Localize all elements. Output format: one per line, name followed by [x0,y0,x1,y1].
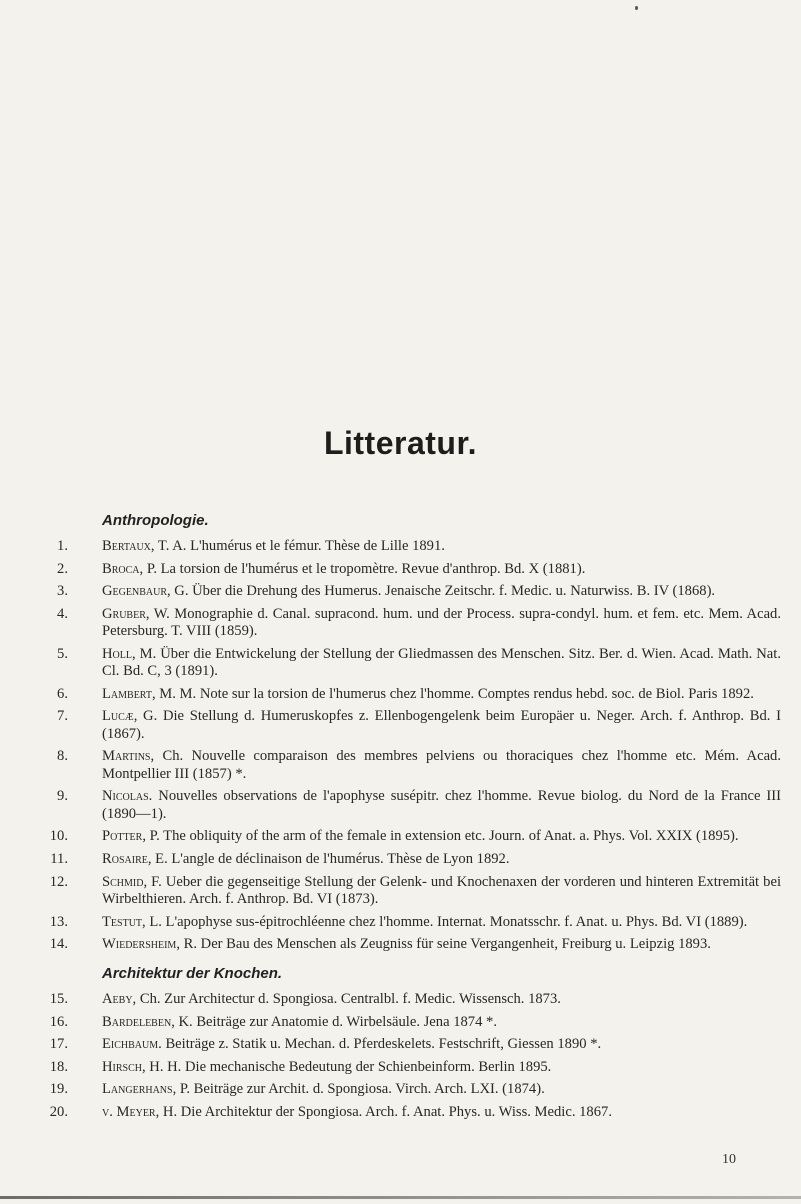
reference-number: 20. [49,1103,68,1120]
reference-text [102,561,781,578]
reference-author: Lucæ [102,708,134,725]
reference-number: 6. [57,685,68,702]
reference-number: 9. [57,788,68,805]
reference-entry [0,788,801,823]
page-title: Litteratur. [323,425,478,461]
section-heading-anthropologie: Anthropologie. [102,512,209,529]
reference-text [102,1104,781,1121]
reference-citation: , Ch. Zur Architectur d. Spongiosa. Centralbl. f. Medic. Wissensch. 1873. [132,991,561,1007]
reference-number: 11. [50,850,68,867]
reference-number: 3. [57,583,68,600]
reference-author: Nicolas [102,788,149,805]
reference-entry [0,1036,801,1053]
reference-number: 2. [57,560,68,577]
reference-citation: , T. A. L'humérus et le fémur. Thèse de Lille 1891. [150,538,445,554]
reference-citation: , P. Beiträge zur Archit. d. Spongiosa. Virch. Arch. LXI. (1874). [172,1081,545,1098]
reference-text [102,1036,781,1053]
reference-text [102,874,781,909]
reference-number: 17. [49,1036,68,1053]
reference-author: Aeby [102,991,133,1007]
reference-citation: , R. Der Bau des Menschen als Zeugniss für seine Vergangenheit, Freiburg u. Leipzig 1893. [176,936,711,953]
reference-entry [0,708,801,743]
reference-text [102,583,781,600]
reference-citation: , H. H. Die mechanische Bedeutung der Schienbeinform. Berlin 1895. [142,1058,552,1075]
reference-author: Langerhans [102,1081,173,1098]
reference-entry [0,646,801,681]
reference-citation: . Nouvelles observations de l'apophyse susépitr. chez l'homme. Revue biolog. du Nord de la France III (1890—1). [102,788,781,822]
reference-text [102,708,781,743]
reference-author: Bertaux [102,538,151,554]
ink-speck [635,6,638,10]
reference-entry [0,1014,801,1031]
reference-number: 18. [49,1058,68,1075]
reference-entry [0,874,801,909]
reference-citation: , G. Über die Drehung des Humerus. Jenaische Zeitschr. f. Medic. u. Naturwiss. B. IV (1868). [166,583,716,600]
reference-citation: , P. The obliquity of the arm of the female in extension etc. Journ. of Anat. a. Phys. Vol. XXIX (1895). [142,828,739,845]
reference-citation: , L. L'apophyse sus-épitrochléenne chez l'homme. Internat. Monatsschr. f. Anat. u. Phys. Bd. VI (1889). [142,913,748,930]
reference-author: Gegenbaur [102,583,167,600]
reference-text [102,686,781,703]
reference-text [102,828,781,845]
reference-number: 8. [57,748,68,765]
reference-entry [0,606,801,641]
reference-number: 14. [49,936,68,953]
page-number: 10 [722,1152,736,1167]
reference-author: Testut [102,913,143,930]
reference-author: Lambert [102,685,152,702]
reference-author: Martins [102,748,151,765]
reference-author: Holl [102,645,132,662]
reference-citation: , F. Ueber die gegenseitige Stellung der Gelenk- und Knochenaxen der vorderen und hinteren Extremität bei Wirbelthieren. Arch. f. Anthrop. Bd. VI (1873). [102,873,781,907]
reference-entry [0,538,801,555]
reference-number: 12. [49,873,68,890]
reference-number: 4. [57,605,68,622]
reference-number: 7. [57,708,68,725]
reference-text [102,538,781,555]
reference-citation: , M. M. Note sur la torsion de l'humerus chez l'homme. Comptes rendus hebd. soc. de Biol. Paris 1892. [151,685,754,702]
reference-entry [0,583,801,600]
reference-entry [0,828,801,845]
reference-text [102,914,781,931]
reference-entry [0,991,801,1008]
reference-entry [0,1081,801,1098]
reference-author: Schmid [102,873,144,890]
reference-text [102,936,781,953]
reference-author: Bardeleben [102,1013,172,1030]
reference-entry [0,914,801,931]
reference-author: Wiedersheim [102,936,177,953]
reference-entry [0,936,801,953]
reference-number: 10. [49,828,68,845]
reference-citation: , Ch. Nouvelle comparaison des membres pelviens ou thoraciques chez l'homme etc. Mém. Acad. Montpellier III (1857) *. [102,748,781,782]
reference-text [102,606,781,641]
reference-entry [0,851,801,868]
reference-text [102,1059,781,1076]
reference-text [102,788,781,823]
reference-number: 19. [49,1081,68,1098]
reference-entry [0,748,801,783]
reference-entry [0,561,801,578]
reference-citation: . Beiträge z. Statik u. Mechan. d. Pferdeskelets. Festschrift, Giessen 1890 *. [158,1036,602,1053]
reference-entry [0,686,801,703]
reference-author: v. Meyer [102,1103,156,1120]
reference-author: Eichbaum [102,1036,159,1053]
section-heading-architektur: Architektur der Knochen. [102,965,283,982]
reference-citation: , P. La torsion de l'humérus et le tropomètre. Revue d'anthrop. Bd. X (1881). [139,560,586,577]
reference-citation: , K. Beiträge zur Anatomie d. Wirbelsäule. Jena 1874 *. [171,1013,497,1030]
reference-author: Gruber [102,605,146,622]
reference-author: Broca [102,560,140,577]
reference-number: 13. [49,913,68,930]
reference-number: 5. [57,645,68,662]
reference-author: Rosaire [102,850,148,867]
reference-list-architektur [0,991,801,1127]
reference-text [102,748,781,783]
reference-author: Hirsch [102,1058,142,1075]
reference-citation: , W. Monographie d. Canal. supracond. hum. und der Process. supra-condyl. hum. et fem. etc. Mem. Acad. Petersburg. T. VIII (1859). [102,605,781,640]
reference-list-anthropologie [0,538,801,959]
reference-citation: , M. Über die Entwickelung der Stellung der Gliedmassen des Menschen. Sitz. Ber. d. Wien. Acad. Math. Nat. Cl. Bd. C, 3 (1891). [102,645,781,680]
reference-text [102,851,781,868]
page-edge-rule [0,1196,801,1199]
reference-citation: , G. Die Stellung d. Humeruskopfes z. Ellenbogengelenk beim Europäer u. Neger. Arch. f. Anthrop. Bd. I (1867). [102,708,781,742]
reference-text [102,1081,781,1098]
reference-number: 1. [57,538,68,554]
reference-citation: , E. L'angle de déclinaison de l'humérus. Thèse de Lyon 1892. [147,850,510,867]
reference-text [102,991,781,1008]
reference-author: Potter [102,828,143,845]
reference-number: 16. [49,1013,68,1030]
reference-text [102,1014,781,1031]
reference-citation: , H. Die Architektur der Spongiosa. Arch. f. Anat. Phys. u. Wiss. Medic. 1867. [155,1103,612,1120]
reference-text [102,646,781,681]
reference-entry [0,1059,801,1076]
reference-entry [0,1104,801,1121]
reference-number: 15. [49,991,68,1007]
